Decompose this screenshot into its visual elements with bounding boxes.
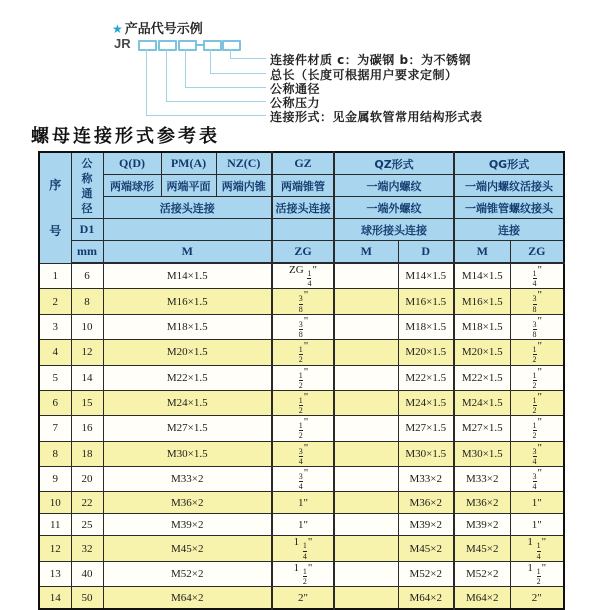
connector-line (185, 87, 266, 88)
cell-qz-m (334, 561, 398, 586)
nut-connection-reference-table (38, 151, 565, 610)
code-dash (195, 44, 203, 46)
cell-qz-d: M18×1.5 (398, 314, 454, 339)
cell-qz-d: M22×1.5 (398, 365, 454, 390)
header-blank-left (103, 219, 272, 241)
table-row (39, 340, 564, 365)
cell-m-main: M27×1.5 (103, 416, 272, 441)
cell-seq: 12 (39, 536, 71, 561)
cell-qz-d: M16×1.5 (398, 289, 454, 314)
table-row (39, 263, 564, 289)
cell-dn: 12 (71, 340, 103, 365)
cell-gz-zg: 2" (272, 587, 334, 610)
cell-qz-d: M27×1.5 (398, 416, 454, 441)
header-gz-unit: ZG (272, 241, 334, 264)
connector-line (210, 73, 266, 74)
cell-qz-d: M64×2 (398, 587, 454, 610)
diagram-label: 公称通径 (270, 82, 321, 96)
cell-seq: 10 (39, 492, 71, 514)
cell-qg-zg: $\frac{1}{2}$ " (510, 416, 564, 441)
cell-gz-zg: 1 $\frac{1}{4}$ " (272, 536, 334, 561)
cell-qg-m: M39×2 (454, 514, 510, 536)
cell-gz-zg: $\frac{1}{2}$ " (272, 340, 334, 365)
connector-line (210, 49, 211, 73)
code-prefix: JR (114, 36, 131, 51)
header-blank-gz (272, 219, 334, 241)
cell-qg-m: M27×1.5 (454, 416, 510, 441)
diagram-label: 连接形式：见金属软管常用结构形式表 (270, 110, 483, 124)
header-pm-sub: 两端平面 (161, 175, 216, 197)
cell-qz-m (334, 441, 398, 466)
table-row (39, 314, 564, 339)
header-qz-m: M (334, 241, 398, 264)
table-row (39, 492, 564, 514)
header-qz-d: D (398, 241, 454, 264)
cell-qz-d: M36×2 (398, 492, 454, 514)
header-qg-join: 一端锥管螺纹接头 (454, 197, 564, 219)
cell-gz-zg: $\frac{1}{2}$ " (272, 365, 334, 390)
cell-qg-m: M33×2 (454, 467, 510, 492)
cell-qg-zg: $\frac{3}{4}$ " (510, 467, 564, 492)
cell-qg-m: M45×2 (454, 536, 510, 561)
cell-qg-m: M16×1.5 (454, 289, 510, 314)
cell-qz-m (334, 492, 398, 514)
connector-line (166, 101, 266, 102)
cell-qz-m (334, 365, 398, 390)
header-qz-conn: 球形接头连接 (334, 219, 454, 241)
cell-seq: 1 (39, 263, 71, 289)
connector-line (166, 49, 167, 101)
cell-m-main: M22×1.5 (103, 365, 272, 390)
cell-m-main: M36×2 (103, 492, 272, 514)
cell-qz-d: M45×2 (398, 536, 454, 561)
diagram-heading (112, 18, 203, 37)
header-gz: GZ (272, 152, 334, 175)
cell-dn: 22 (71, 492, 103, 514)
cell-dn: 8 (71, 289, 103, 314)
cell-qg-m: M22×1.5 (454, 365, 510, 390)
cell-qg-zg: 1" (510, 514, 564, 536)
table-row (39, 561, 564, 586)
table-body (39, 263, 564, 609)
cell-qz-m (334, 587, 398, 610)
cell-seq: 6 (39, 390, 71, 415)
connector-line (146, 115, 266, 116)
cell-qz-m (334, 467, 398, 492)
diagram-heading-text: 产品代号示例 (124, 22, 203, 37)
cell-gz-zg: $\frac{3}{8}$ " (272, 314, 334, 339)
table-row (39, 365, 564, 390)
diagram-label: 连接件材质 c：为碳钢 b：为不锈钢 (270, 53, 472, 67)
table-row (39, 416, 564, 441)
cell-seq: 2 (39, 289, 71, 314)
header-qg-m: M (454, 241, 510, 264)
cell-qg-zg: 1 $\frac{1}{2}$ " (510, 561, 564, 586)
cell-qz-m (334, 536, 398, 561)
header-qg-zg: ZG (510, 241, 564, 264)
cell-qg-m: M30×1.5 (454, 441, 510, 466)
code-box (158, 40, 177, 51)
cell-qg-zg: $\frac{1}{2}$ " (510, 365, 564, 390)
table-title: 螺母连接形式参考表 (31, 126, 220, 147)
cell-qz-d: M14×1.5 (398, 263, 454, 289)
cell-qg-m: M20×1.5 (454, 340, 510, 365)
cell-qg-zg: $\frac{1}{2}$ " (510, 340, 564, 365)
header-left-join: 活接头连接 (103, 197, 272, 219)
header-q-sub: 两端球形 (103, 175, 161, 197)
cell-gz-zg: $\frac{1}{2}$ " (272, 416, 334, 441)
cell-m-main: M64×2 (103, 587, 272, 610)
header-gz-join: 活接头连接 (272, 197, 334, 219)
header-qz-join: 一端外螺纹 (334, 197, 454, 219)
cell-qz-d: M39×2 (398, 514, 454, 536)
cell-dn: 15 (71, 390, 103, 415)
connector-line (230, 58, 266, 59)
cell-qz-m (334, 416, 398, 441)
cell-qg-zg: $\frac{1}{4}$ " (510, 263, 564, 289)
table-row (39, 587, 564, 610)
cell-m-main: M20×1.5 (103, 340, 272, 365)
header-qg-conn: 连接 (454, 219, 564, 241)
cell-seq: 13 (39, 561, 71, 586)
cell-gz-zg: 1" (272, 514, 334, 536)
cell-qz-d: M20×1.5 (398, 340, 454, 365)
header-m-main: M (103, 241, 272, 264)
cell-qg-zg: $\frac{3}{4}$ " (510, 441, 564, 466)
cell-dn: 25 (71, 514, 103, 536)
cell-qg-zg: $\frac{3}{8}$ " (510, 289, 564, 314)
cell-qz-m (334, 340, 398, 365)
header-q: Q(D) (103, 152, 161, 175)
connector-line (185, 49, 186, 87)
cell-dn: 32 (71, 536, 103, 561)
cell-gz-zg: $\frac{3}{4}$ " (272, 441, 334, 466)
cell-qg-zg: $\frac{1}{2}$ " (510, 390, 564, 415)
header-dn: 公称通径 (71, 152, 103, 219)
cell-dn: 14 (71, 365, 103, 390)
cell-qg-m: M14×1.5 (454, 263, 510, 289)
table-row (39, 536, 564, 561)
cell-qg-zg: 1 $\frac{1}{4}$ " (510, 536, 564, 561)
cell-qg-m: M24×1.5 (454, 390, 510, 415)
header-seq: 序号 (39, 152, 71, 263)
cell-gz-zg: $\frac{3}{8}$ " (272, 289, 334, 314)
cell-dn: 50 (71, 587, 103, 610)
cell-gz-zg: $\frac{1}{2}$ " (272, 390, 334, 415)
cell-seq: 11 (39, 514, 71, 536)
cell-dn: 18 (71, 441, 103, 466)
cell-seq: 4 (39, 340, 71, 365)
header-qz-sub: 一端内螺纹 (334, 175, 454, 197)
star-icon: ★ (112, 22, 123, 36)
cell-dn: 6 (71, 263, 103, 289)
cell-qg-m: M52×2 (454, 561, 510, 586)
cell-dn: 10 (71, 314, 103, 339)
cell-qz-m (334, 314, 398, 339)
cell-qg-m: M64×2 (454, 587, 510, 610)
cell-m-main: M39×2 (103, 514, 272, 536)
cell-qg-zg: $\frac{3}{8}$ " (510, 314, 564, 339)
header-qg-sub: 一端内螺纹活接头 (454, 175, 564, 197)
header-pm: PM(A) (161, 152, 216, 175)
cell-gz-zg: ZG $\frac{1}{4}$ " (272, 263, 334, 289)
table-row (39, 390, 564, 415)
cell-dn: 20 (71, 467, 103, 492)
cell-seq: 7 (39, 416, 71, 441)
cell-qz-d: M24×1.5 (398, 390, 454, 415)
cell-m-main: M16×1.5 (103, 289, 272, 314)
header-qz: QZ形式 (334, 152, 454, 175)
cell-m-main: M24×1.5 (103, 390, 272, 415)
cell-dn: 40 (71, 561, 103, 586)
cell-m-main: M52×2 (103, 561, 272, 586)
cell-m-main: M30×1.5 (103, 441, 272, 466)
cell-m-main: M45×2 (103, 536, 272, 561)
cell-dn: 16 (71, 416, 103, 441)
cell-qg-m: M18×1.5 (454, 314, 510, 339)
code-box (222, 40, 241, 51)
cell-qg-zg: 1" (510, 492, 564, 514)
code-box (138, 40, 157, 51)
diagram-label: 总长（长度可根据用户要求定制） (270, 68, 458, 82)
cell-qz-m (334, 514, 398, 536)
cell-qz-d: M30×1.5 (398, 441, 454, 466)
cell-m-main: M33×2 (103, 467, 272, 492)
cell-qz-m (334, 289, 398, 314)
table-row (39, 441, 564, 466)
header-mm: mm (71, 241, 103, 264)
header-qg: QG形式 (454, 152, 564, 175)
table-row (39, 467, 564, 492)
diagram-label: 公称压力 (270, 96, 321, 110)
cell-gz-zg: 1 $\frac{1}{2}$ " (272, 561, 334, 586)
cell-seq: 3 (39, 314, 71, 339)
header-nz-sub: 两端内锥 (216, 175, 272, 197)
code-box (203, 40, 222, 51)
table-row (39, 289, 564, 314)
header-nz: NZ(C) (216, 152, 272, 175)
cell-gz-zg: $\frac{3}{4}$ " (272, 467, 334, 492)
cell-qz-m (334, 390, 398, 415)
header-d1: D1 (71, 219, 103, 241)
cell-seq: 14 (39, 587, 71, 610)
cell-qg-zg: 2" (510, 587, 564, 610)
connector-line (146, 49, 147, 115)
cell-qz-d: M33×2 (398, 467, 454, 492)
cell-m-main: M14×1.5 (103, 263, 272, 289)
cell-qz-d: M52×2 (398, 561, 454, 586)
cell-gz-zg: 1" (272, 492, 334, 514)
cell-seq: 8 (39, 441, 71, 466)
cell-m-main: M18×1.5 (103, 314, 272, 339)
connector-line (230, 49, 231, 58)
header-gz-sub: 两端锥管 (272, 175, 334, 197)
cell-seq: 5 (39, 365, 71, 390)
cell-seq: 9 (39, 467, 71, 492)
cell-qz-m (334, 263, 398, 289)
table-row (39, 514, 564, 536)
cell-qg-m: M36×2 (454, 492, 510, 514)
